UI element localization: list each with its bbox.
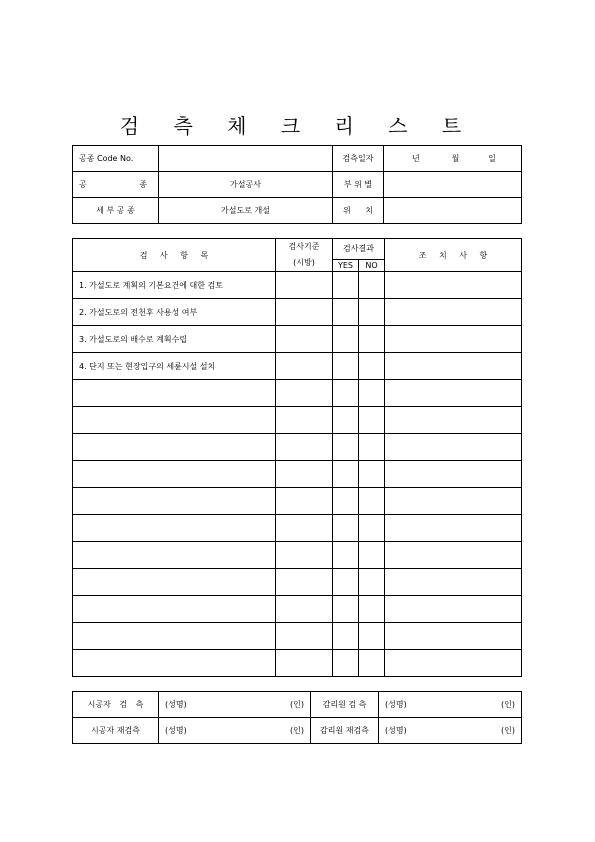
item-text [73, 407, 276, 434]
info-table [72, 145, 522, 224]
item-text: 1. 가설도로 계획의 기본요건에 대한 검토 [73, 272, 276, 299]
yes-cell [333, 542, 359, 569]
table-row [73, 272, 522, 299]
action-cell [385, 407, 522, 434]
standard-cell [276, 326, 333, 353]
header-no: NO [359, 259, 385, 271]
action-cell [385, 542, 522, 569]
name-label: (성명) [165, 700, 187, 709]
action-cell [385, 596, 522, 623]
item-text [73, 515, 276, 542]
standard-cell [276, 596, 333, 623]
code-label: 공종 Code No. [73, 146, 159, 172]
standard-cell [276, 515, 333, 542]
table-row [73, 569, 522, 596]
table-row [73, 488, 522, 515]
seal-label: (인) [290, 700, 304, 709]
standard-cell [276, 299, 333, 326]
contractor-inspector-sign [159, 692, 311, 718]
action-cell [385, 650, 522, 677]
action-cell [385, 623, 522, 650]
code-value [159, 146, 333, 172]
table-row [73, 380, 522, 407]
seal-label: (인) [290, 726, 304, 735]
action-cell [385, 488, 522, 515]
action-cell [385, 353, 522, 380]
standard-cell [276, 488, 333, 515]
yes-cell [333, 569, 359, 596]
yes-cell [333, 434, 359, 461]
location-label: 위 치 [333, 198, 384, 224]
table-row [73, 596, 522, 623]
part-value [384, 172, 522, 198]
action-cell [385, 569, 522, 596]
no-cell [359, 272, 385, 299]
supervisor-inspector-sign [379, 692, 522, 718]
part-label: 부 위 별 [333, 172, 384, 198]
supervisor-inspector-label: 감리원 검 측 [311, 692, 379, 718]
action-cell [385, 272, 522, 299]
item-text [73, 434, 276, 461]
seal-label: (인) [501, 700, 515, 709]
signature-table [72, 691, 522, 744]
yes-cell [333, 299, 359, 326]
table-row [73, 515, 522, 542]
table-row [73, 299, 522, 326]
item-text: 3. 가설도로의 배수로 계획수립 [73, 326, 276, 353]
no-cell [359, 299, 385, 326]
table-row [73, 353, 522, 380]
yes-cell [333, 650, 359, 677]
yes-cell [333, 488, 359, 515]
yes-cell [333, 380, 359, 407]
no-cell [359, 515, 385, 542]
item-text: 2. 가설도로의 전천후 사용성 여부 [73, 299, 276, 326]
no-cell [359, 353, 385, 380]
location-value [384, 198, 522, 224]
contractor-reinspector-sign [159, 718, 311, 744]
table-row [73, 434, 522, 461]
item-text [73, 650, 276, 677]
header-standard-sub: (시방) [293, 258, 315, 267]
contractor-inspector-label: 시공자 검 측 [73, 692, 159, 718]
inspection-items-table [72, 238, 522, 677]
table-row [73, 623, 522, 650]
yes-cell [333, 272, 359, 299]
standard-cell [276, 461, 333, 488]
supervisor-reinspector-sign [379, 718, 522, 744]
work-type-label: 공 종 [73, 172, 159, 198]
item-text [73, 488, 276, 515]
action-cell [385, 299, 522, 326]
no-cell [359, 650, 385, 677]
header-result: 검사결과 [333, 239, 385, 260]
table-row [73, 326, 522, 353]
name-label: (성명) [165, 726, 187, 735]
date-day: 일 [488, 154, 496, 163]
no-cell [359, 407, 385, 434]
yes-cell [333, 353, 359, 380]
no-cell [359, 542, 385, 569]
item-text: 4. 단지 또는 현장입구의 세륜시설 설치 [73, 353, 276, 380]
seal-label: (인) [501, 726, 515, 735]
inspection-date-value [384, 146, 522, 172]
inspection-date-label: 검측일자 [333, 146, 384, 172]
work-type-value: 가설공사 [159, 172, 333, 198]
page-title: 검 측 체 크 리 스 트 [119, 114, 476, 138]
yes-cell [333, 515, 359, 542]
standard-cell [276, 650, 333, 677]
header-standard [276, 239, 333, 272]
item-text [73, 596, 276, 623]
no-cell [359, 326, 385, 353]
item-text [73, 569, 276, 596]
standard-cell [276, 272, 333, 299]
standard-cell [276, 569, 333, 596]
no-cell [359, 380, 385, 407]
standard-cell [276, 380, 333, 407]
contractor-reinspector-label: 시공자 재검측 [73, 718, 159, 744]
yes-cell [333, 596, 359, 623]
no-cell [359, 488, 385, 515]
table-row [73, 650, 522, 677]
yes-cell [333, 326, 359, 353]
detail-work-value: 가설도로 개설 [159, 198, 333, 224]
action-cell [385, 461, 522, 488]
no-cell [359, 434, 385, 461]
no-cell [359, 461, 385, 488]
no-cell [359, 596, 385, 623]
item-text [73, 623, 276, 650]
no-cell [359, 569, 385, 596]
standard-cell [276, 542, 333, 569]
item-text [73, 542, 276, 569]
item-text [73, 461, 276, 488]
yes-cell [333, 407, 359, 434]
standard-cell [276, 407, 333, 434]
standard-cell [276, 353, 333, 380]
supervisor-reinspector-label: 감리원 재검측 [311, 718, 379, 744]
detail-work-label: 세 부 공 종 [73, 198, 159, 224]
yes-cell [333, 461, 359, 488]
table-row [73, 542, 522, 569]
action-cell [385, 434, 522, 461]
header-yes: YES [333, 259, 359, 271]
yes-cell [333, 623, 359, 650]
action-cell [385, 515, 522, 542]
table-row [73, 407, 522, 434]
table-row [73, 461, 522, 488]
header-item: 검 사 항 목 [73, 239, 276, 272]
header-standard-title: 검사기준 [288, 242, 320, 251]
name-label: (성명) [385, 726, 407, 735]
standard-cell [276, 623, 333, 650]
item-text [73, 380, 276, 407]
no-cell [359, 623, 385, 650]
action-cell [385, 380, 522, 407]
date-month: 월 [451, 154, 460, 163]
action-cell [385, 326, 522, 353]
date-year: 년 [412, 154, 420, 163]
standard-cell [276, 434, 333, 461]
name-label: (성명) [385, 700, 407, 709]
header-action: 조 치 사 항 [385, 239, 522, 272]
